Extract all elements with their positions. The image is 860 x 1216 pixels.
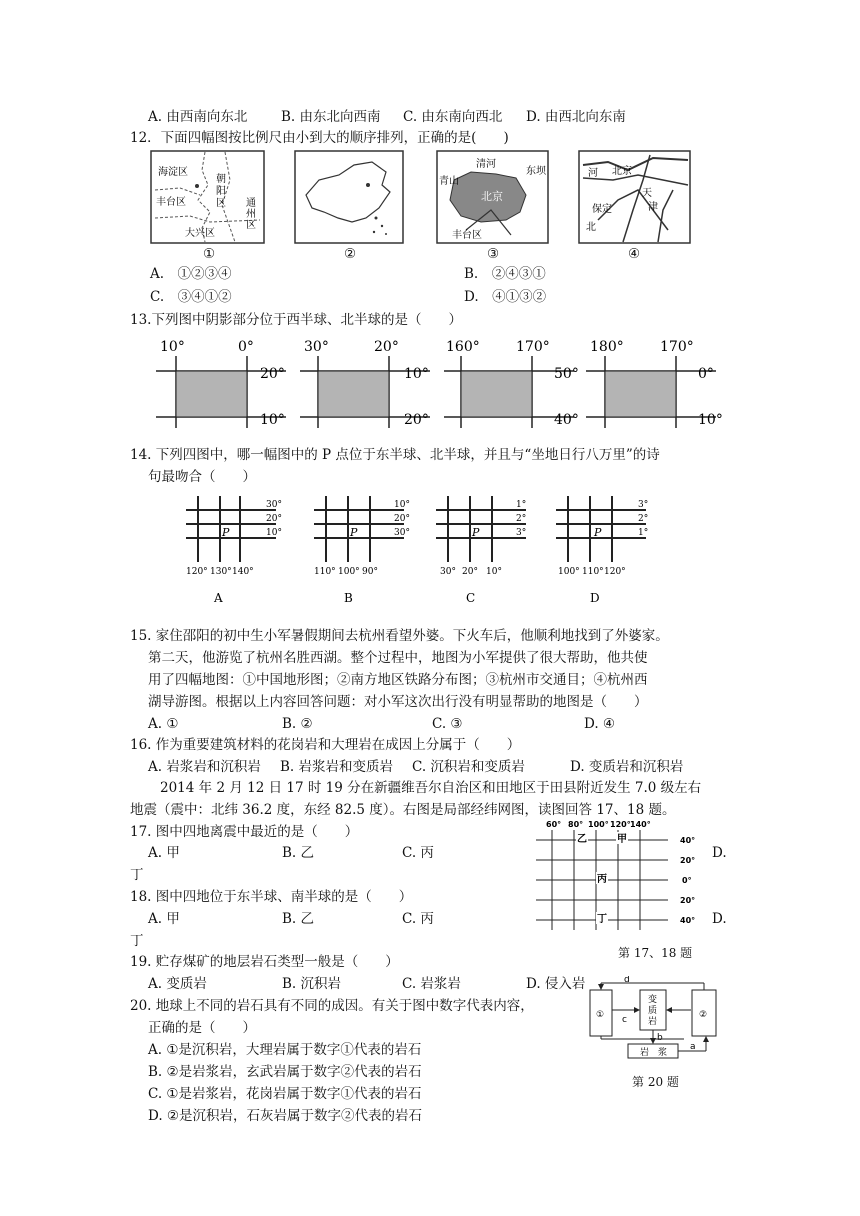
q14-grid-a bbox=[186, 496, 282, 605]
map3-label-qinghe: 清河 bbox=[476, 159, 496, 170]
svg-text:州: 州 bbox=[246, 209, 256, 220]
svg-text:区: 区 bbox=[216, 198, 226, 209]
q13-stem: 13.下列图中阴影部分位于西半球、北半球的是（ ） bbox=[130, 312, 462, 328]
svg-text:10°: 10° bbox=[160, 339, 185, 355]
q15-line1: 15. 家住邵阳的初中生小军暑假期间去杭州看望外婆。下火车后，他顺利地找到了外婆家。 bbox=[130, 628, 669, 644]
q13-panel-1 bbox=[156, 339, 286, 428]
svg-text:0°: 0° bbox=[238, 339, 254, 355]
q11-option-b: B. 由东北向西南 bbox=[281, 109, 381, 125]
svg-text:阳: 阳 bbox=[216, 186, 226, 197]
q15-option-c: C. ③ bbox=[432, 716, 463, 732]
svg-text:岩: 岩 bbox=[648, 1017, 658, 1027]
svg-text:朝: 朝 bbox=[216, 174, 226, 185]
q17-option-d: D. bbox=[712, 845, 727, 861]
svg-text:10°: 10° bbox=[266, 528, 282, 538]
svg-text:b: b bbox=[657, 1033, 663, 1043]
q15-line2: 第二天，他游览了杭州名胜西湖。整个过程中，地图为小军提供了很大帮助，他共使 bbox=[148, 650, 648, 666]
svg-text:P: P bbox=[594, 526, 602, 539]
svg-text:20°: 20° bbox=[374, 339, 399, 355]
svg-text:140°: 140° bbox=[630, 820, 651, 829]
svg-text:P: P bbox=[222, 526, 230, 539]
q11-option-d: D. 由西北向东南 bbox=[526, 109, 626, 125]
q20-option-d: D. ②是沉积岩，石灰岩属于数字②代表的岩石 bbox=[148, 1108, 423, 1124]
q13-panel-3 bbox=[444, 339, 579, 428]
svg-text:北京: 北京 bbox=[612, 166, 632, 177]
svg-text:20°: 20° bbox=[680, 856, 696, 865]
q12-option-b: B. ②④③① bbox=[464, 266, 546, 282]
svg-text:天: 天 bbox=[642, 188, 652, 199]
svg-text:40°: 40° bbox=[680, 916, 696, 925]
q12-option-a: A. ①②③④ bbox=[150, 266, 232, 282]
svg-text:60°: 60° bbox=[546, 820, 562, 829]
q17-option-c: C. 丙 bbox=[402, 845, 434, 861]
map1-label-haidian: 海淀区 bbox=[158, 167, 188, 178]
q12-option-c: C. ③④①② bbox=[150, 289, 232, 305]
rock-cycle-diagram bbox=[584, 976, 724, 1066]
svg-text:100°: 100° bbox=[558, 567, 580, 577]
svg-text:大兴区: 大兴区 bbox=[185, 228, 215, 239]
q12-map-4 bbox=[578, 150, 691, 245]
q19-option-b: B. 沉积岩 bbox=[282, 976, 342, 992]
svg-text:20°: 20° bbox=[462, 567, 478, 577]
svg-text:10°: 10° bbox=[404, 366, 429, 382]
q17-option-a: A. 甲 bbox=[148, 845, 180, 861]
svg-text:保定: 保定 bbox=[592, 204, 612, 215]
q16-option-b: B. 岩浆岩和变质岩 bbox=[280, 759, 394, 775]
q15-line4: 湖导游图。根据以上内容回答问题：对小军这次出行没有明显帮助的地图是（ ） bbox=[148, 694, 648, 710]
q12-option-d: D. ④①③② bbox=[464, 289, 547, 305]
svg-text:丰台区: 丰台区 bbox=[452, 230, 482, 241]
q12-stem: 12．下面四幅图按比例尺由小到大的顺序排列，正确的是( ) bbox=[130, 130, 509, 146]
q12-map-1 bbox=[150, 150, 265, 245]
svg-text:d: d bbox=[624, 976, 630, 985]
svg-text:北: 北 bbox=[586, 222, 596, 233]
svg-text:170°: 170° bbox=[660, 339, 694, 355]
grid-17-18-caption: 第 17、18 题 bbox=[618, 946, 693, 960]
svg-text:P: P bbox=[472, 526, 480, 539]
q18-stem: 18. 图中四地位于东半球、南半球的是（ ） bbox=[130, 889, 413, 905]
place-jia: 甲 bbox=[617, 834, 627, 845]
svg-text:110°: 110° bbox=[314, 567, 336, 577]
svg-text:160°: 160° bbox=[446, 339, 480, 355]
q17-option-b: B. 乙 bbox=[282, 845, 315, 861]
q18-option-d-text: 丁 bbox=[130, 933, 144, 949]
q14-grid-c bbox=[436, 496, 526, 605]
svg-text:10°: 10° bbox=[486, 567, 502, 577]
svg-text:2°: 2° bbox=[516, 514, 527, 524]
svg-text:20°: 20° bbox=[404, 412, 429, 428]
svg-text:1°: 1° bbox=[638, 528, 649, 538]
q19-option-c: C. 岩浆岩 bbox=[402, 976, 461, 992]
place-ding: 丁 bbox=[597, 914, 607, 925]
svg-text:40°: 40° bbox=[680, 836, 696, 845]
q12-map-2 bbox=[294, 150, 404, 245]
svg-text:a: a bbox=[690, 1042, 696, 1052]
svg-text:90°: 90° bbox=[362, 567, 378, 577]
svg-text:3°: 3° bbox=[516, 528, 527, 538]
rock-cycle-caption: 第 20 题 bbox=[632, 1075, 679, 1089]
svg-text:C: C bbox=[466, 591, 476, 605]
q11-option-a: A. 由西南向东北 bbox=[148, 109, 248, 125]
q11-option-c: C. 由东南向西北 bbox=[403, 109, 503, 125]
intro-line2: 地震（震中：北纬 36.2 度，东经 82.5 度）。右图是局部经纬网图，读图回答 17、18 题。 bbox=[130, 802, 676, 818]
svg-text:津: 津 bbox=[648, 202, 658, 213]
svg-text:10°: 10° bbox=[698, 412, 723, 428]
svg-text:20°: 20° bbox=[266, 514, 282, 524]
svg-text:D: D bbox=[590, 591, 600, 605]
svg-text:50°: 50° bbox=[554, 366, 579, 382]
svg-text:140°: 140° bbox=[232, 567, 254, 577]
q20-option-a: A. ①是沉积岩，大理岩属于数字①代表的岩石 bbox=[148, 1042, 422, 1058]
q14-grids bbox=[180, 490, 670, 610]
q15-line3: 用了四幅地图：①中国地形图；②南方地区铁路分布图；③杭州市交通目；④杭州西 bbox=[148, 672, 648, 688]
svg-text:20°: 20° bbox=[394, 514, 410, 524]
svg-text:青山: 青山 bbox=[439, 176, 459, 187]
svg-text:质: 质 bbox=[648, 1006, 658, 1016]
q14-grid-b bbox=[314, 496, 410, 605]
q16-option-d: D. 变质岩和沉积岩 bbox=[570, 759, 684, 775]
svg-text:30°: 30° bbox=[440, 567, 456, 577]
svg-text:北京: 北京 bbox=[481, 190, 503, 203]
svg-text:②: ② bbox=[699, 1010, 708, 1020]
svg-text:110°: 110° bbox=[582, 567, 604, 577]
svg-text:100°: 100° bbox=[338, 567, 360, 577]
svg-text:0°: 0° bbox=[698, 366, 714, 382]
q19-option-a: A. 变质岩 bbox=[148, 976, 207, 992]
svg-text:岩 浆: 岩 浆 bbox=[640, 1048, 668, 1058]
intro-line1: 2014 年 2 月 12 日 17 时 19 分在新疆维吾尔自治区和田地区于田县附近发生 7.0 级左右 bbox=[160, 780, 702, 796]
q12-caption-4: ④ bbox=[628, 246, 641, 262]
q16-option-c: C. 沉积岩和变质岩 bbox=[412, 759, 525, 775]
svg-text:①: ① bbox=[596, 1010, 605, 1020]
svg-text:120°: 120° bbox=[186, 567, 208, 577]
svg-text:A: A bbox=[214, 591, 223, 605]
svg-text:20°: 20° bbox=[260, 366, 285, 382]
q13-panel-2 bbox=[300, 339, 430, 428]
q14-stem-line2: 句最吻合（ ） bbox=[148, 469, 256, 485]
svg-text:180°: 180° bbox=[590, 339, 624, 355]
q15-option-a: A. ① bbox=[148, 716, 179, 732]
q18-option-a: A. 甲 bbox=[148, 911, 180, 927]
q19-option-d: D. 侵入岩 bbox=[526, 976, 586, 992]
svg-text:20°: 20° bbox=[680, 896, 696, 905]
q17-stem: 17. 图中四地离震中最近的是（ ） bbox=[130, 824, 359, 840]
svg-text:区: 区 bbox=[246, 220, 256, 231]
place-yi: 乙 bbox=[577, 834, 587, 845]
q16-option-a: A. 岩浆岩和沉积岩 bbox=[148, 759, 261, 775]
svg-text:1°: 1° bbox=[516, 500, 527, 510]
svg-text:3°: 3° bbox=[638, 500, 649, 510]
svg-text:80°: 80° bbox=[568, 820, 584, 829]
svg-text:通: 通 bbox=[246, 198, 256, 209]
svg-text:东坝: 东坝 bbox=[526, 166, 546, 177]
grid-17-18 bbox=[530, 818, 700, 943]
svg-text:100°: 100° bbox=[588, 820, 609, 829]
svg-text:170°: 170° bbox=[516, 339, 550, 355]
q20-stem-line2: 正确的是（ ） bbox=[148, 1020, 256, 1036]
q17-option-d-text: 丁 bbox=[130, 867, 144, 883]
svg-text:丰台区: 丰台区 bbox=[156, 197, 186, 208]
svg-text:10°: 10° bbox=[394, 500, 410, 510]
q12-map-3 bbox=[436, 150, 549, 245]
place-bing: 丙 bbox=[597, 874, 607, 885]
svg-text:30°: 30° bbox=[266, 500, 282, 510]
svg-text:120°: 120° bbox=[604, 567, 626, 577]
svg-text:10°: 10° bbox=[260, 412, 285, 428]
q12-caption-1: ① bbox=[203, 246, 216, 262]
q15-option-d: D. ④ bbox=[584, 716, 616, 732]
q20-option-b: B. ②是岩浆岩，玄武岩属于数字②代表的岩石 bbox=[148, 1064, 422, 1080]
q18-option-c: C. 丙 bbox=[402, 911, 434, 927]
svg-text:0°: 0° bbox=[682, 876, 692, 885]
svg-text:P: P bbox=[350, 526, 358, 539]
svg-text:120°: 120° bbox=[610, 820, 631, 829]
svg-text:30°: 30° bbox=[304, 339, 329, 355]
q12-caption-3: ③ bbox=[487, 246, 500, 262]
q20-option-c: C. ①是岩浆岩，花岗岩属于数字①代表的岩石 bbox=[148, 1086, 422, 1102]
q15-option-b: B. ② bbox=[282, 716, 313, 732]
q19-stem: 19. 贮存煤矿的地层岩石类型一般是（ ） bbox=[130, 954, 399, 970]
q16-stem: 16. 作为重要建筑材料的花岗岩和大理岩在成因上分属于（ ） bbox=[130, 737, 521, 753]
q13-panel-4 bbox=[586, 339, 723, 428]
q13-panels bbox=[150, 336, 730, 431]
svg-text:130°: 130° bbox=[210, 567, 232, 577]
svg-text:c: c bbox=[622, 1015, 627, 1025]
q18-option-d: D. bbox=[712, 911, 727, 927]
q14-grid-d bbox=[556, 496, 648, 605]
svg-text:2°: 2° bbox=[638, 514, 649, 524]
q20-stem-line1: 20. 地球上不同的岩石具有不同的成因。有关于图中数字代表内容， bbox=[130, 998, 534, 1014]
q14-stem-line1: 14. 下列四图中，哪一幅图中的 P 点位于东半球、北半球，并且与“坐地日行八万里”的诗 bbox=[130, 447, 660, 463]
map4-label-he: 河 bbox=[588, 168, 598, 179]
q18-option-b: B. 乙 bbox=[282, 911, 315, 927]
q12-caption-2: ② bbox=[344, 246, 357, 262]
svg-text:变: 变 bbox=[648, 995, 658, 1005]
svg-text:30°: 30° bbox=[394, 528, 410, 538]
svg-text:40°: 40° bbox=[554, 412, 579, 428]
svg-text:B: B bbox=[344, 591, 353, 605]
